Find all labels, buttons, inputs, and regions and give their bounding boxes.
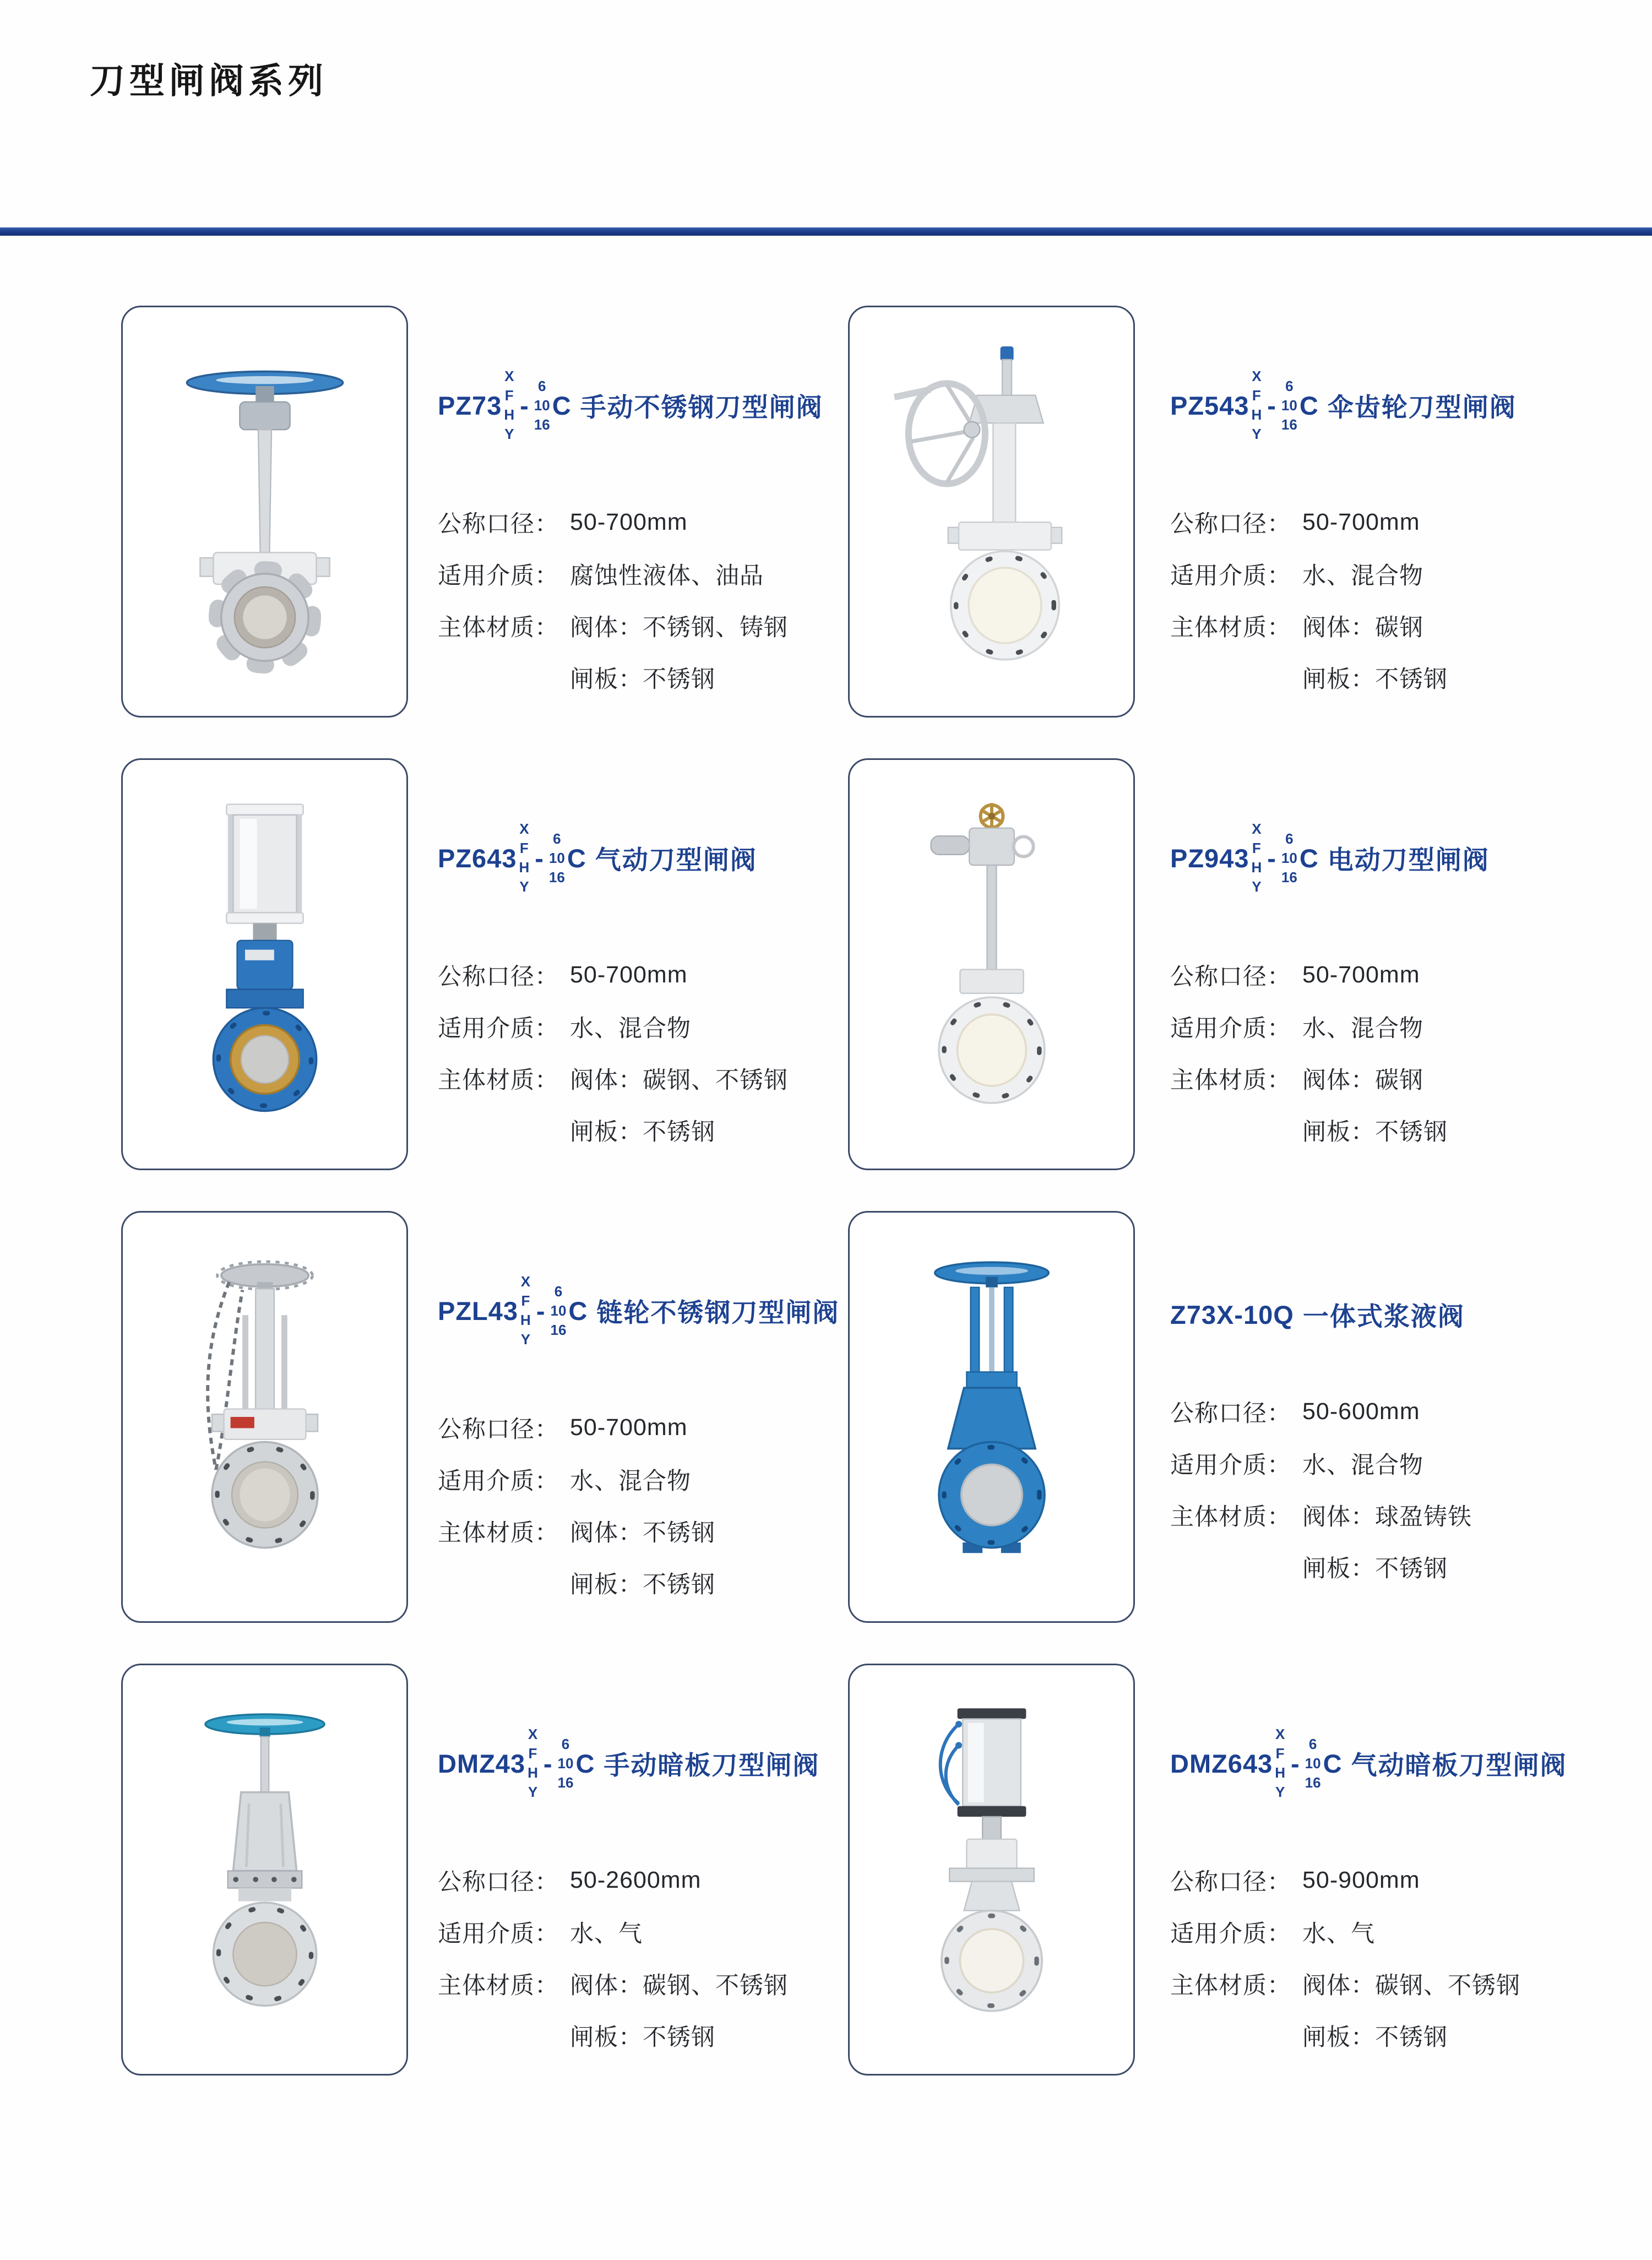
product-title (1170, 1296, 1578, 1333)
product-info (438, 819, 845, 1156)
code-dash: - (1291, 1748, 1300, 1778)
product-info (1170, 819, 1578, 1156)
code-letter-stack: X F H Y (1251, 821, 1262, 895)
code-letter-stack: X F H Y (520, 1273, 531, 1348)
code-dash: - (543, 1748, 552, 1778)
spec-row: 主体材质： 阀体：碳钢、不锈钢 (438, 1067, 788, 1094)
product-name: 气动暗板刀型闸阀 (1351, 1750, 1567, 1780)
spec-row: 公称口径： 50-700mm (1170, 508, 1420, 537)
spec-row: 适用介质： 水、混合物 (438, 1015, 691, 1042)
product-info (1170, 1725, 1578, 2061)
spec-list (438, 1401, 845, 1609)
code-letter-stack: X F H Y (528, 1726, 538, 1800)
code-suffix: C (575, 1748, 595, 1778)
product-title (1170, 1725, 1578, 1802)
code-dash: - (535, 843, 544, 873)
spec-row: 闸板：不锈钢 (1302, 666, 1448, 693)
spec-row: 闸板：不锈钢 (570, 1118, 715, 1145)
spec-row: 主体材质： 阀体：碳钢、不锈钢 (1170, 1972, 1520, 1999)
product-photo-card (121, 758, 408, 1170)
product-name: 一体式浆液阀 (1302, 1302, 1465, 1331)
spec-row: 闸板：不锈钢 (570, 666, 715, 693)
product-code: DMZ43 (438, 1748, 526, 1778)
product-code: PZ943 (1170, 843, 1249, 873)
code-letter-stack: X F H Y (504, 368, 515, 442)
product-title (1170, 819, 1578, 897)
valve-illustration-slurry (893, 1252, 1091, 1582)
valve-illustration-electric (893, 799, 1091, 1129)
spec-row: 公称口径： 50-700mm (1170, 961, 1420, 990)
product-info (1170, 1272, 1578, 1593)
spec-list (438, 949, 845, 1156)
product-code: PZ73 (438, 390, 502, 420)
spec-list (1170, 496, 1578, 703)
spec-row: 适用介质： 水、气 (1170, 1920, 1375, 1947)
spec-row: 公称口径： 50-700mm (438, 1414, 688, 1443)
code-dash: - (1267, 390, 1276, 420)
spec-row: 适用介质： 腐蚀性液体、油品 (438, 562, 764, 589)
spec-row: 主体材质： 阀体：不锈钢、铸钢 (438, 614, 788, 641)
spec-row: 主体材质： 阀体：碳钢 (1170, 1067, 1423, 1094)
spec-row: 适用介质： 水、混合物 (1170, 1015, 1423, 1042)
product-name: 气动刀型闸阀 (595, 845, 757, 874)
product-name: 链轮不锈钢刀型闸阀 (596, 1297, 840, 1327)
spec-row: 主体材质： 阀体：不锈钢 (438, 1519, 715, 1546)
spec-row: 主体材质： 阀体：碳钢 (1170, 614, 1423, 641)
valve-illustration-pneumatic (166, 799, 364, 1129)
product-info (438, 1272, 845, 1609)
code-dash: - (1267, 843, 1276, 873)
product-info (438, 1725, 845, 2061)
spec-row: 适用介质： 水、气 (438, 1920, 643, 1947)
code-suffix: C (552, 390, 572, 420)
page-title: 刀型闸阀系列 (90, 61, 328, 101)
product-title (438, 1272, 845, 1349)
spec-row: 主体材质： 阀体：碳钢、不锈钢 (438, 1972, 788, 1999)
spec-row: 公称口径： 50-700mm (438, 961, 688, 990)
product-title (438, 367, 845, 444)
spec-row: 公称口径： 50-2600mm (438, 1866, 702, 1895)
product-photo-card (121, 1211, 408, 1623)
spec-row: 闸板：不锈钢 (1302, 1118, 1448, 1145)
spec-row: 公称口径： 50-900mm (1170, 1866, 1420, 1895)
product-name: 手动暗板刀型闸阀 (604, 1750, 820, 1780)
spec-row: 闸板：不锈钢 (570, 2024, 715, 2051)
code-number-stack: 6 10 16 (1281, 377, 1297, 433)
product-name: 手动不锈钢刀型闸阀 (580, 392, 823, 422)
header-divider (0, 227, 1652, 236)
spec-list (1170, 1854, 1578, 2061)
code-dash: - (520, 390, 529, 420)
product-photo-card (121, 1664, 408, 2076)
product-photo-card (121, 306, 408, 718)
code-dash: - (536, 1296, 545, 1325)
code-letter-stack: X F H Y (519, 821, 530, 895)
spec-list (1170, 949, 1578, 1156)
code-suffix: C (1299, 843, 1319, 873)
code-letter-stack: X F H Y (1251, 368, 1262, 442)
code-number-stack: 6 10 16 (550, 1283, 567, 1338)
spec-row: 公称口径： 50-700mm (438, 508, 688, 537)
product-photo-card (848, 306, 1135, 718)
code-suffix: C (568, 1296, 588, 1325)
code-number-stack: 6 10 16 (1305, 1735, 1321, 1791)
code-number-stack: 6 10 16 (534, 377, 550, 433)
code-suffix: C (1299, 390, 1319, 420)
spec-row: 闸板：不锈钢 (1302, 1555, 1448, 1582)
product-photo-card (848, 1664, 1135, 2076)
product-title (438, 819, 845, 897)
spec-row: 公称口径： 50-600mm (1170, 1398, 1420, 1427)
product-code: PZ643 (438, 843, 517, 873)
product-photo-card (848, 758, 1135, 1170)
valve-illustration-bevel-gear (893, 346, 1091, 677)
product-title (438, 1725, 845, 1802)
spec-row: 适用介质： 水、混合物 (438, 1468, 691, 1495)
product-info (438, 367, 845, 703)
code-suffix: C (1323, 1748, 1343, 1778)
spec-list (438, 496, 845, 703)
valve-illustration-chain-wheel (166, 1252, 364, 1582)
product-name: 电动刀型闸阀 (1327, 845, 1490, 874)
product-name: 伞齿轮刀型闸阀 (1327, 392, 1517, 422)
spec-row: 闸板：不锈钢 (1302, 2024, 1448, 2051)
code-number-stack: 6 10 16 (557, 1735, 574, 1791)
spec-row: 主体材质： 阀体：球盈铸铁 (1170, 1503, 1472, 1530)
product-title (1170, 367, 1578, 444)
product-photo-card (848, 1211, 1135, 1623)
spec-row: 适用介质： 水、混合物 (1170, 1452, 1423, 1479)
code-suffix: C (567, 843, 586, 873)
spec-row: 闸板：不锈钢 (570, 1571, 715, 1598)
product-code: PZL43 (438, 1296, 519, 1325)
code-number-stack: 6 10 16 (548, 830, 565, 885)
product-code: DMZ643 (1170, 1748, 1273, 1778)
spec-list (438, 1854, 845, 2061)
valve-illustration-manual-darkboard (166, 1704, 364, 2035)
product-code: Z73X-10Q (1170, 1300, 1294, 1329)
valve-illustration-pneumatic-darkboard (893, 1704, 1091, 2035)
product-code: PZ543 (1170, 390, 1249, 420)
code-letter-stack: X F H Y (1275, 1726, 1286, 1800)
valve-illustration-manual-stainless (166, 346, 364, 677)
spec-row: 适用介质： 水、混合物 (1170, 562, 1423, 589)
code-number-stack: 6 10 16 (1281, 830, 1297, 885)
spec-list (1170, 1386, 1578, 1593)
product-info (1170, 367, 1578, 703)
